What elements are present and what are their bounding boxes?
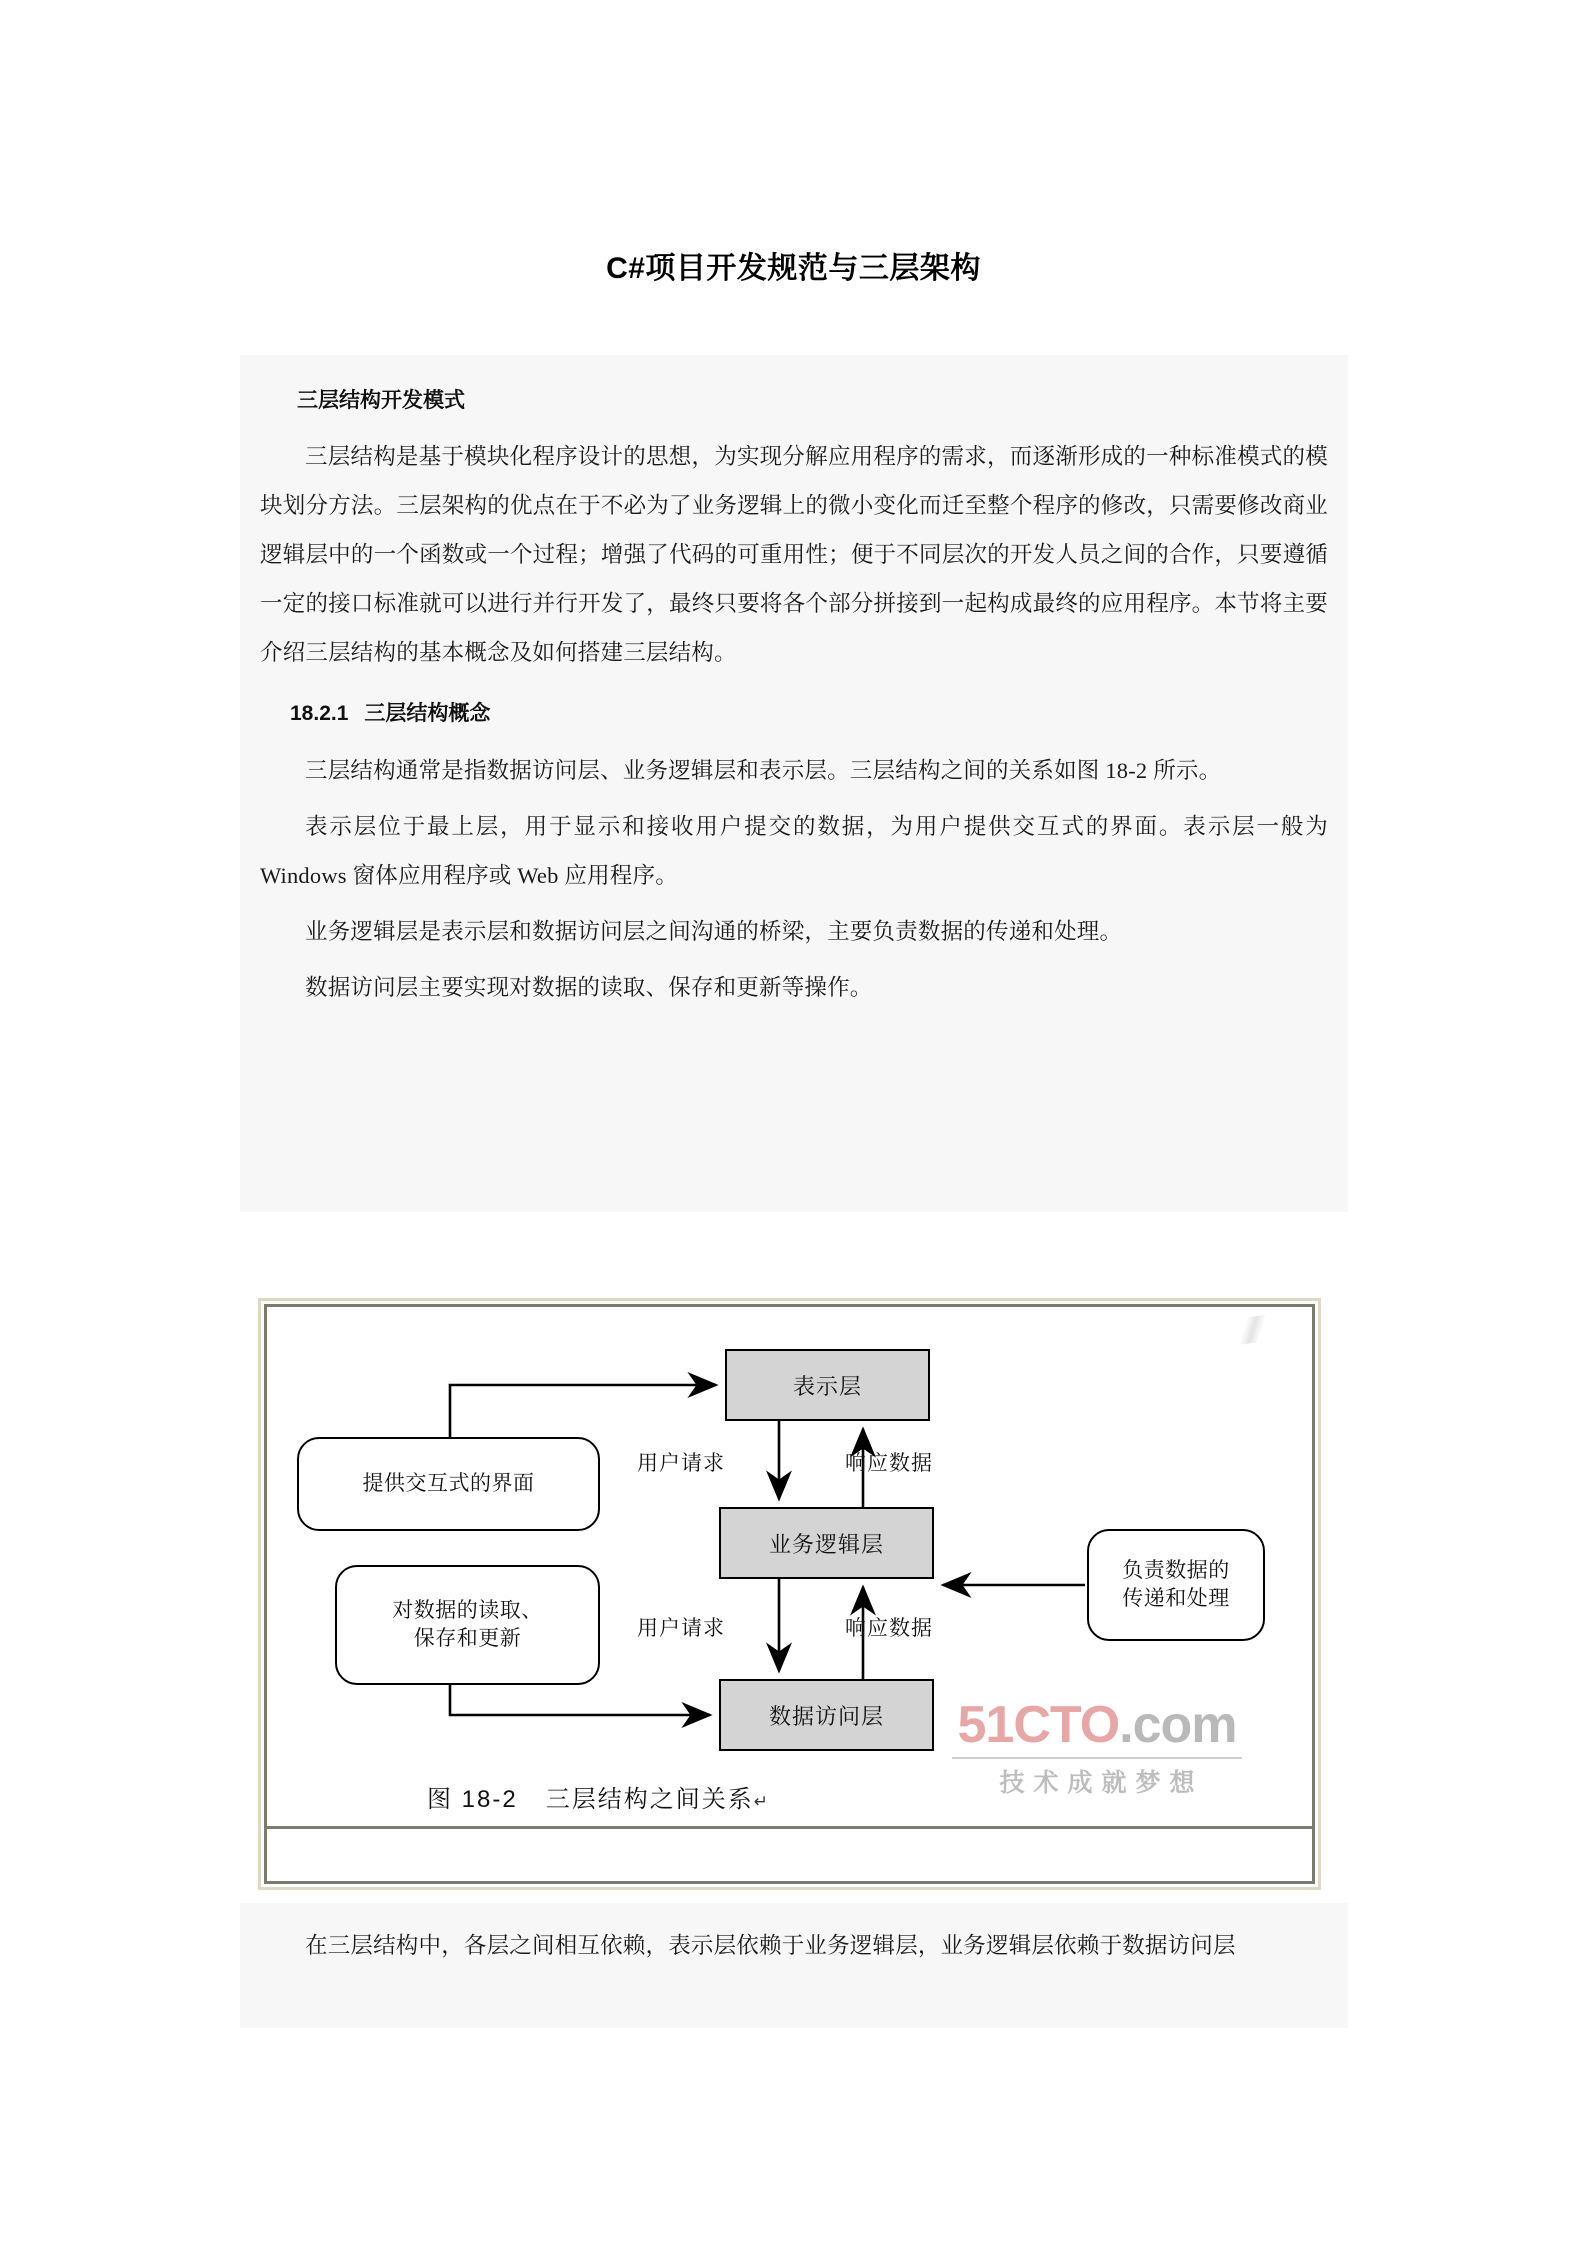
figure-caption-pilcrow: ↵ [753, 1792, 770, 1811]
diagram-box-business-layer: 业务逻辑层 [719, 1507, 934, 1579]
watermark-51cto [927, 1696, 1267, 1799]
paragraph-presentation-layer: 表示层位于最上层，用于显示和接收用户提交的数据，为用户提供交互式的界面。表示层一般为 Windows 窗体应用程序或 Web 应用程序。 [260, 814, 1328, 889]
figure-caption [427, 1779, 770, 1814]
figure-frame [258, 1298, 1321, 1890]
paragraph-intro: 三层结构是基于模块化程序设计的思想，为实现分解应用程序的需求，而逐渐形成的一种标准模式的模块划分方法。三层架构的优点在于不必为了业务逻辑上的微小变化而迁至整个程序的修改，只需要修改商业逻辑层中的一个函数或一个过程；增强了代码的可重用性；便于不同层次的开发人员之间的合作，只要遵循一定的接口标准就可以进行并行开发了，最终只要将各个部分拼接到一起构成最终的应用程序。本节将主要介绍三层结构的基本概念及如何搭建三层结构。 [260, 444, 1328, 666]
diagram-note-data-ops [335, 1565, 600, 1685]
page-title: C#项目开发规范与三层架构 [606, 252, 981, 285]
figure-caption-number: 图 18-2 [427, 1786, 518, 1813]
subsection-number: 18.2.1 [290, 702, 349, 726]
figure-caption-title: 三层结构之间关系 [545, 1786, 754, 1813]
diagram-label-request-bottom: 用户请求 [637, 1617, 725, 1640]
diagram-box-data-access-layer: 数据访问层 [719, 1679, 934, 1751]
three-tier-diagram [267, 1307, 1312, 1881]
watermark-rule [952, 1757, 1242, 1759]
subsection-title: 三层结构概念 [364, 702, 491, 726]
paragraph-conclusion: 在三层结构中，各层之间相互依赖，表示层依赖于业务逻辑层，业务逻辑层依赖于数据访问层 [305, 1933, 1236, 1958]
diagram-label-response-top: 响应数据 [845, 1452, 933, 1475]
diagram-note-bridge-line2: 传递和处理 [1122, 1587, 1230, 1610]
diagram-box-presentation-layer: 表示层 [725, 1349, 930, 1421]
body-text-block [240, 355, 1348, 1212]
body-text-block-tail [240, 1903, 1348, 2028]
watermark-part-51: 51 [957, 1696, 1014, 1754]
diagram-label-request-top: 用户请求 [637, 1452, 725, 1475]
section-heading: 三层结构开发模式 [297, 389, 465, 412]
diagram-note-data-ops-line1: 对数据的读取、 [392, 1599, 543, 1623]
figure-inner-border [264, 1304, 1315, 1884]
diagram-note-bridge [1087, 1529, 1265, 1641]
subsection-heading [240, 677, 1348, 726]
watermark-part-dotcom: .com [1119, 1696, 1237, 1754]
watermark-part-cto: CTO [1013, 1696, 1120, 1754]
watermark-tagline: 技术成就梦想 [999, 1769, 1204, 1797]
diagram-label-response-bottom: 响应数据 [845, 1617, 933, 1640]
watermark-wordmark [927, 1696, 1267, 1754]
diagram-note-data-ops-line2: 保存和更新 [413, 1627, 522, 1650]
paragraph-business-layer: 业务逻辑层是表示层和数据访问层之间沟通的桥梁，主要负责数据的传递和处理。 [305, 919, 1123, 945]
paragraph-data-layer: 数据访问层主要实现对数据的读取、保存和更新等操作。 [305, 975, 873, 1001]
diagram-note-bridge-line1: 负责数据的 [1122, 1559, 1230, 1583]
diagram-note-ui: 提供交互式的界面 [297, 1437, 600, 1531]
paragraph-definition: 三层结构通常是指数据访问层、业务逻辑层和表示层。三层结构之间的关系如图 18-2 所示。 [305, 758, 1222, 784]
